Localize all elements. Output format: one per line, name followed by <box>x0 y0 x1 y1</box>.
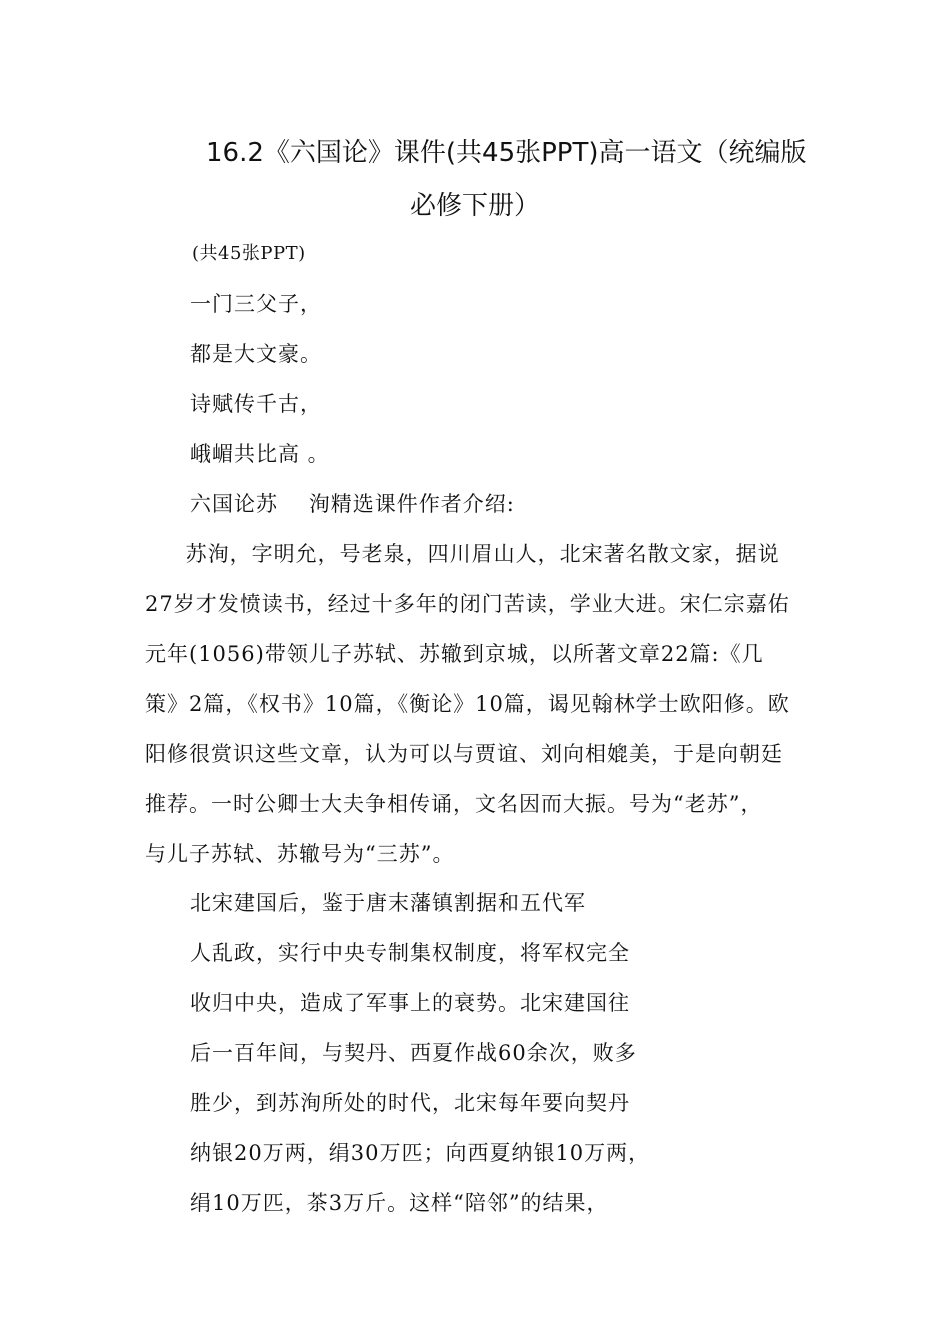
poem-line: 都是大文豪。 <box>190 342 322 366</box>
paragraph-line: 策》2篇，《权书》10篇，《衡论》10篇，谒见翰林学士欧阳修。欧 <box>145 692 790 716</box>
paragraph-line: 27岁才发愤读书，经过十多年的闭门苦读，学业大进。宋仁宗嘉佑 <box>145 592 790 616</box>
paragraph-line: 与儿子苏轼、苏辙号为“三苏”。 <box>145 842 455 866</box>
paragraph-line: 北宋建国后，鉴于唐末藩镇割据和五代军 <box>190 891 586 915</box>
poem-line: 诗赋传千古， <box>190 392 322 416</box>
paragraph-line: 元年(1056)带领儿子苏轼、苏辙到京城，以所著文章22篇:《几 <box>145 642 764 666</box>
paragraph-line: 绢10万匹，茶3万斤。这样“陪邻”的结果， <box>190 1191 609 1215</box>
paragraph-line: 推荐。一时公卿士大夫争相传诵，文名因而大振。号为“老苏”， <box>145 792 763 816</box>
document-title-line-2: 必修下册） <box>410 191 541 221</box>
paragraph-line: 阳修很赏识这些文章，认为可以与贾谊、刘向相媲美，于是向朝廷 <box>145 742 783 766</box>
paragraph-line: 纳银20万两，绢30万匹；向西夏纳银10万两， <box>190 1141 651 1165</box>
paragraph-line: 收归中央，造成了军事上的衰势。北宋建国往 <box>190 991 630 1015</box>
paragraph-line: 苏洵，字明允，号老泉，四川眉山人，北宋著名散文家，据说 <box>178 542 780 566</box>
paragraph-line: 人乱政，实行中央专制集权制度，将军权完全 <box>190 941 630 965</box>
section-heading: 六国论苏 洵精选课件作者介绍: <box>190 492 515 516</box>
poem-line: 一门三父子， <box>190 292 322 316</box>
subtitle: (共45张PPT) <box>192 243 306 264</box>
paragraph-line: 后一百年间，与契丹、西夏作战60余次，败多 <box>190 1041 637 1065</box>
paragraph-line: 胜少，到苏洵所处的时代，北宋每年要向契丹 <box>190 1091 630 1115</box>
poem-line: 峨嵋共比高 。 <box>190 442 330 466</box>
document-title-line-1: 16.2《六国论》课件(共45张PPT)高一语文（统编版 <box>206 138 807 168</box>
